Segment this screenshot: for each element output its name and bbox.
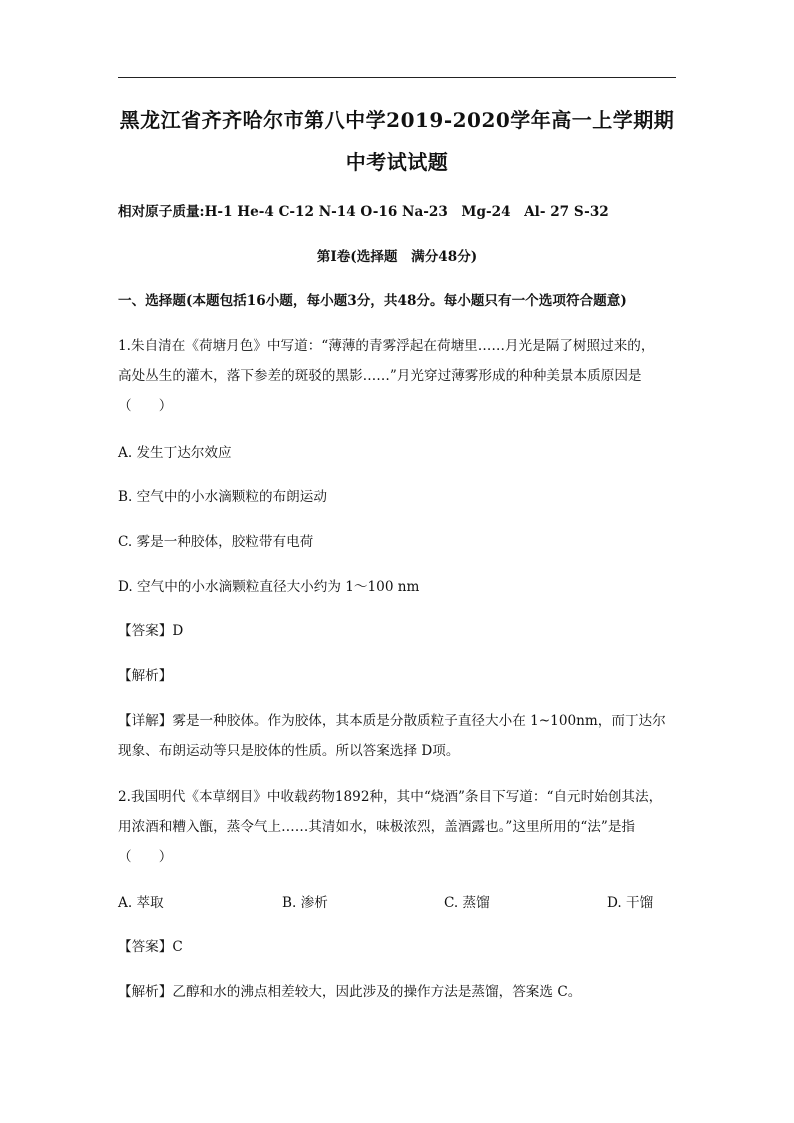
q2-analysis: 【解析】乙醇和水的沸点相差较大，因此涉及的操作方法是蒸馏，答案选 C。 xyxy=(118,984,582,1000)
q1-stem-line-2: 高处丛生的灌木，落下参差的斑驳的黑影……”月光穿过薄雾形成的种种美景本质原因是 xyxy=(118,368,642,384)
q1-option-a: A. 发生丁达尔效应 xyxy=(118,445,232,461)
header-rule xyxy=(118,77,676,78)
q2-option-a: A. 萃取 xyxy=(118,895,164,911)
q2-stem-line-2: 用浓酒和糟入甑，蒸令气上……其清如水，味极浓烈，盖酒露也。”这里所用的“法”是指 xyxy=(118,819,636,835)
page-title-line-1: 黑龙江省齐齐哈尔市第八中学2019-2020学年高一上学期期 xyxy=(119,108,675,132)
q1-analysis-label: 【解析】 xyxy=(118,668,173,684)
q2-option-c: C. 蒸馏 xyxy=(444,895,490,911)
q2-stem-line-3: （ ） xyxy=(118,849,173,865)
q1-detail-line-2: 现象、布朗运动等只是胶体的性质。所以答案选择 D项。 xyxy=(118,743,460,759)
q2-stem-line-1: 2.我国明代《本草纲目》中收载药物1892种，其中“烧酒”条目下写道：“自元时始创其法， xyxy=(118,789,663,805)
atomic-masses: 相对原子质量:H-1 He-4 C-12 N-14 O-16 Na-23 Mg-24 Al- 27 S-32 xyxy=(118,204,609,220)
q1-option-c: C. 雾是一种胶体，胶粒带有电荷 xyxy=(118,534,314,550)
q1-stem-line-3: （ ） xyxy=(118,398,173,414)
section-heading: 一、选择题(本题包括16小题，每小题3分，共48分。每小题只有一个选项符合题意) xyxy=(118,293,627,309)
q2-answer: 【答案】C xyxy=(118,939,183,955)
q1-answer: 【答案】D xyxy=(118,623,184,639)
q1-detail-line-1: 【详解】雾是一种胶体。作为胶体，其本质是分散质粒子直径大小在 1~100nm，而丁达尔 xyxy=(118,713,666,729)
q1-option-d: D. 空气中的小水滴颗粒直径大小约为 1～100 nm xyxy=(118,579,420,595)
q1-option-b: B. 空气中的小水滴颗粒的布朗运动 xyxy=(118,489,327,505)
q1-stem-line-1: 1.朱自清在《荷塘月色》中写道：“薄薄的青雾浮起在荷塘里……月光是隔了树照过来的， xyxy=(118,338,655,354)
volume-heading: 第Ⅰ卷(选择题 满分48分) xyxy=(316,249,478,265)
page-title-line-2: 中考试试题 xyxy=(345,150,449,174)
q2-option-b: B. 渗析 xyxy=(282,895,328,911)
q2-option-d: D. 干馏 xyxy=(607,895,654,911)
